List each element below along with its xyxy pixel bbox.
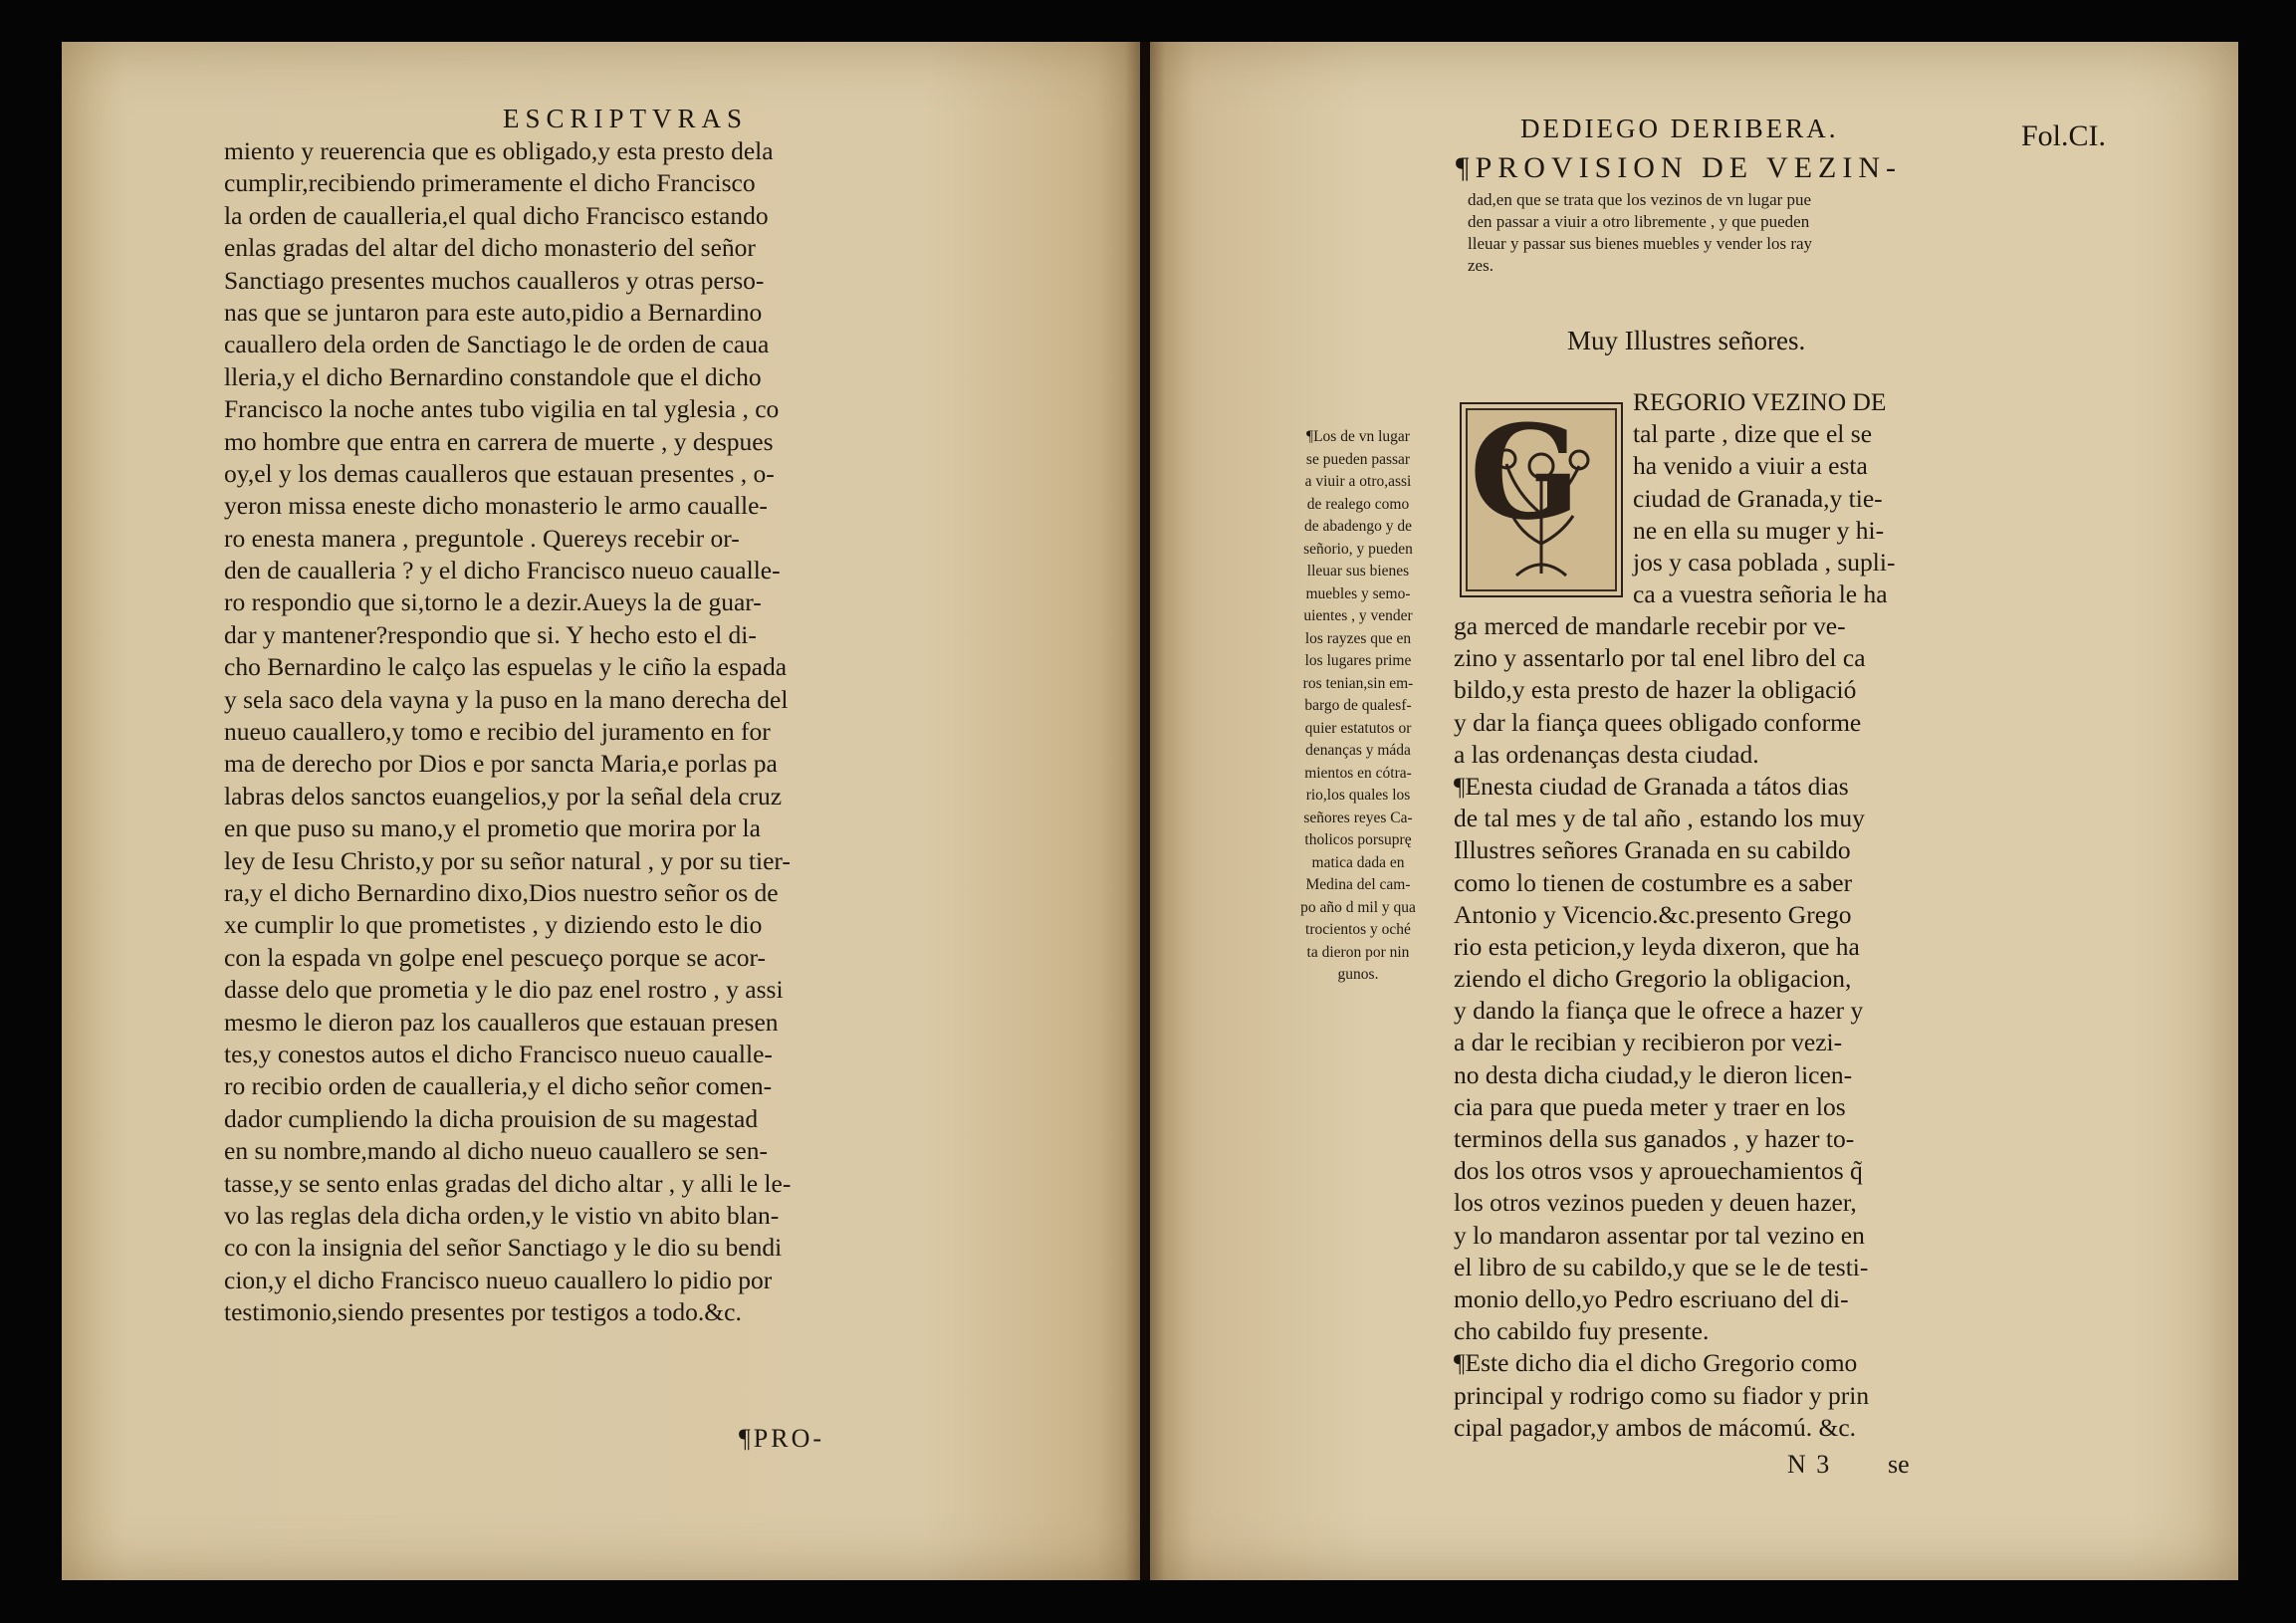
- text-line: cia para que pueda meter y traer en los: [1454, 1091, 1846, 1121]
- text-line: y sela saco dela vayna y la puso en la mano derecha del: [224, 684, 789, 714]
- left-body-text: [224, 135, 791, 1328]
- text-line: a viuir a otro,assi: [1304, 473, 1412, 490]
- text-line: nas que se juntaron para este auto,pidio a Bernardino: [224, 297, 763, 327]
- folio-number: Fol.CI.: [2021, 119, 2107, 152]
- text-line: cauallero dela orden de Sanctiago le de orden de caua: [224, 330, 770, 359]
- text-line: se pueden passar: [1305, 450, 1411, 468]
- text-line: ne en ella su muger y hi-: [1633, 515, 1885, 545]
- text-line: bargo de qualesf-: [1304, 697, 1412, 714]
- text-line: den passar a viuir a otro libremente , y que pueden: [1468, 212, 1810, 231]
- text-line: labras delos sanctos euangelios,y por la señal dela cruz: [224, 781, 783, 811]
- text-line: ro enesta manera , preguntole . Quereys recebir or-: [224, 523, 740, 553]
- left-running-head: ESCRIPTVRAS: [503, 104, 749, 133]
- right-body-text: [1454, 610, 1869, 1444]
- text-line: de abadengo y de: [1303, 518, 1413, 535]
- signature-mark: N 3: [1787, 1450, 1832, 1479]
- text-line: xe cumplir lo que prometistes , y diziendo esto le dio: [224, 910, 763, 940]
- text-line: de realego como: [1306, 495, 1410, 513]
- text-line: señores reyes Ca-: [1303, 809, 1413, 826]
- floral-ornament-icon: [1462, 404, 1621, 595]
- text-line: muebles y semo-: [1305, 584, 1411, 602]
- text-line: dasse delo que prometia y le dio paz enel rostro , y assi: [224, 975, 784, 1005]
- text-line: ¶Enesta ciudad de Granada a tátos dias: [1454, 771, 1849, 801]
- text-line: y dando la fiança que le ofrece a hazer y: [1454, 996, 1864, 1026]
- decorated-initial: [1460, 396, 1623, 597]
- text-line: gunos.: [1337, 966, 1379, 983]
- text-line: ley de Iesu Christo,y por su señor natural , y por su tier-: [224, 845, 791, 875]
- text-line: mientos en cótra-: [1304, 764, 1412, 782]
- text-line: terminos della sus ganados , y hazer to-: [1454, 1124, 1855, 1153]
- text-line: rio,los quales los: [1305, 787, 1411, 804]
- text-line: Francisco la noche antes tubo vigilia en tal yglesia , co: [224, 394, 780, 424]
- text-line: nueuo cauallero,y tomo e recibio del juramento en for: [224, 717, 771, 747]
- section-summary: [1468, 189, 1812, 277]
- text-line: cho cabildo fuy presente.: [1454, 1316, 1710, 1346]
- text-line: en su nombre,mando al dicho nueuo cauallero se sen-: [224, 1136, 768, 1166]
- text-line: dad,en que se trata que los vezinos de vn lugar pue: [1468, 190, 1812, 209]
- text-line: dador cumpliendo la dicha prouision de su magestad: [224, 1103, 759, 1133]
- text-line: REGORIO VEZINO DE: [1633, 387, 1887, 416]
- text-line: los lugares prime: [1304, 652, 1412, 669]
- text-line: matica dada en: [1311, 853, 1405, 871]
- text-line: cho Bernardino le calço las espuelas y le ciño la espada: [224, 652, 788, 682]
- section-title: ¶PROVISION DE VEZIN-: [1456, 151, 1903, 184]
- text-line: ¶Este dicho dia el dicho Gregorio como: [1454, 1348, 1858, 1378]
- text-line: testimonio,siendo presentes por testigos a todo.&c.: [224, 1297, 742, 1327]
- text-line: con la espada vn golpe enel pescueço porque se acor-: [224, 942, 766, 972]
- text-line: la orden de caualleria,el qual dicho Francisco estando: [224, 200, 769, 230]
- text-line: tal parte , dize que el se: [1633, 419, 1873, 449]
- text-line: los otros vezinos pueden y deuen hazer,: [1454, 1188, 1857, 1218]
- text-line: de tal mes y de tal año , estando los muy: [1454, 804, 1865, 833]
- text-line: ga merced de mandarle recebir por ve-: [1454, 611, 1846, 640]
- text-line: tholicos porsuprę: [1304, 831, 1412, 848]
- text-line: ros tenian,sin em-: [1302, 674, 1414, 692]
- text-line: miento y reuerencia que es obligado,y esta presto dela: [224, 136, 774, 165]
- text-line: ¶Los de vn lugar: [1306, 428, 1410, 445]
- text-line: enlas gradas del altar del dicho monasterio del señor: [224, 233, 756, 263]
- text-line: tasse,y se sento enlas gradas del dicho altar , y alli le le-: [224, 1168, 792, 1198]
- text-line: lleuar sus bienes: [1306, 563, 1410, 580]
- text-line: señorio, y pueden: [1303, 540, 1413, 558]
- text-line: principal y rodrigo como su fiador y prin: [1454, 1380, 1870, 1410]
- text-line: y lo mandaron assentar por tal vezino en: [1454, 1220, 1865, 1250]
- initial-adjacent-text: [1633, 386, 1895, 610]
- text-line: den de caualleria ? y el dicho Francisco nueuo caualle-: [224, 556, 781, 585]
- salutation: Muy Illustres señores.: [1567, 326, 1806, 355]
- text-line: uientes , y vender: [1303, 607, 1413, 624]
- left-catchword: ¶PRO-: [739, 1424, 825, 1453]
- text-line: ra,y el dicho Bernardino dixo,Dios nuestro señor os de: [224, 877, 779, 907]
- text-line: y dar la fiança quees obligado conforme: [1454, 707, 1862, 737]
- text-line: co con la insignia del señor Sanctiago y le dio su bendi: [224, 1233, 783, 1263]
- text-line: tes,y conestos autos el dicho Francisco nueuo caualle-: [224, 1039, 773, 1068]
- text-line: lleuar y passar sus bienes muebles y vender los ray: [1468, 234, 1813, 253]
- text-line: oy,el y los demas caualleros que estauan presentes , o-: [224, 458, 775, 488]
- text-line: no desta dicha ciudad,y le dieron licen-: [1454, 1059, 1853, 1089]
- text-line: lleria,y el dicho Bernardino constandole que el dicho: [224, 361, 762, 391]
- text-line: a las ordenanças desta ciudad.: [1454, 739, 1759, 769]
- text-line: ha venido a viuir a esta: [1633, 451, 1868, 481]
- text-line: yeron missa eneste dicho monasterio le armo caualle-: [224, 491, 768, 521]
- text-line: el libro de su cabildo,y que se le de testi-: [1454, 1252, 1869, 1281]
- text-line: bildo,y esta presto de hazer la obligació: [1454, 675, 1857, 705]
- text-line: Medina del cam-: [1305, 876, 1411, 893]
- text-line: vo las reglas dela dicha orden,y le vistio vn abito blan-: [224, 1200, 780, 1230]
- text-line: dos los otros vsos y aprouechamientos q̃: [1454, 1156, 1863, 1186]
- text-line: ziendo el dicho Gregorio la obligacion,: [1454, 964, 1852, 994]
- text-line: monio dello,yo Pedro escriuano del di-: [1454, 1283, 1849, 1313]
- right-running-head: DEDIEGO DERIBERA.: [1520, 114, 1839, 143]
- text-line: zino y assentarlo por tal enel libro del ca: [1454, 643, 1866, 673]
- right-catchword: se: [1888, 1450, 1910, 1479]
- text-line: ro recibio orden de caualleria,y el dicho señor comen-: [224, 1071, 773, 1101]
- text-line: ca a vuestra señoria le ha: [1633, 580, 1888, 609]
- text-line: zes.: [1468, 256, 1493, 275]
- text-line: quier estatutos or: [1304, 719, 1412, 737]
- text-line: a dar le recibian y recibieron por vezi-: [1454, 1028, 1843, 1057]
- text-line: como lo tienen de costumbre es a saber: [1454, 867, 1853, 897]
- text-line: ta dieron por nin: [1306, 943, 1410, 961]
- text-line: ro respondio que si,torno le a dezir.Aueys la de guar-: [224, 587, 762, 617]
- text-line: ciudad de Granada,y tie-: [1633, 483, 1883, 513]
- text-line: cion,y el dicho Francisco nueuo cauallero lo pidio por: [224, 1265, 773, 1294]
- text-line: denanças y máda: [1305, 742, 1411, 759]
- book-gutter: [1125, 42, 1165, 1580]
- text-line: jos y casa poblada , supli-: [1633, 547, 1896, 577]
- text-line: Illustres señores Granada en su cabildo: [1454, 835, 1851, 865]
- text-line: cipal pagador,y ambos de mácomú. &c.: [1454, 1412, 1857, 1442]
- text-line: rio esta peticion,y leyda dixeron, que ha: [1454, 931, 1860, 961]
- text-line: po año d mil y qua: [1300, 898, 1416, 916]
- text-line: trocientos y oché: [1305, 921, 1411, 938]
- text-line: ma de derecho por Dios e por sancta Maria,e porlas pa: [224, 749, 778, 779]
- text-line: los rayzes que en: [1304, 629, 1412, 647]
- text-line: dar y mantener?respondio que si. Y hecho esto el di-: [224, 619, 757, 649]
- text-line: mesmo le dieron paz los caualleros que estauan presen: [224, 1007, 779, 1037]
- text-line: cumplir,recibiendo primeramente el dicho Francisco: [224, 168, 756, 198]
- text-line: mo hombre que entra en carrera de muerte , y despues: [224, 426, 774, 456]
- drop-initial-letter: G: [1470, 396, 1581, 549]
- text-line: en que puso su mano,y el prometio que morira por la: [224, 813, 761, 843]
- text-line: Sanctiago presentes muchos caualleros y otras perso-: [224, 265, 765, 295]
- text-line: Antonio y Vicencio.&c.presento Grego: [1454, 899, 1852, 929]
- marginal-note: [1277, 426, 1439, 987]
